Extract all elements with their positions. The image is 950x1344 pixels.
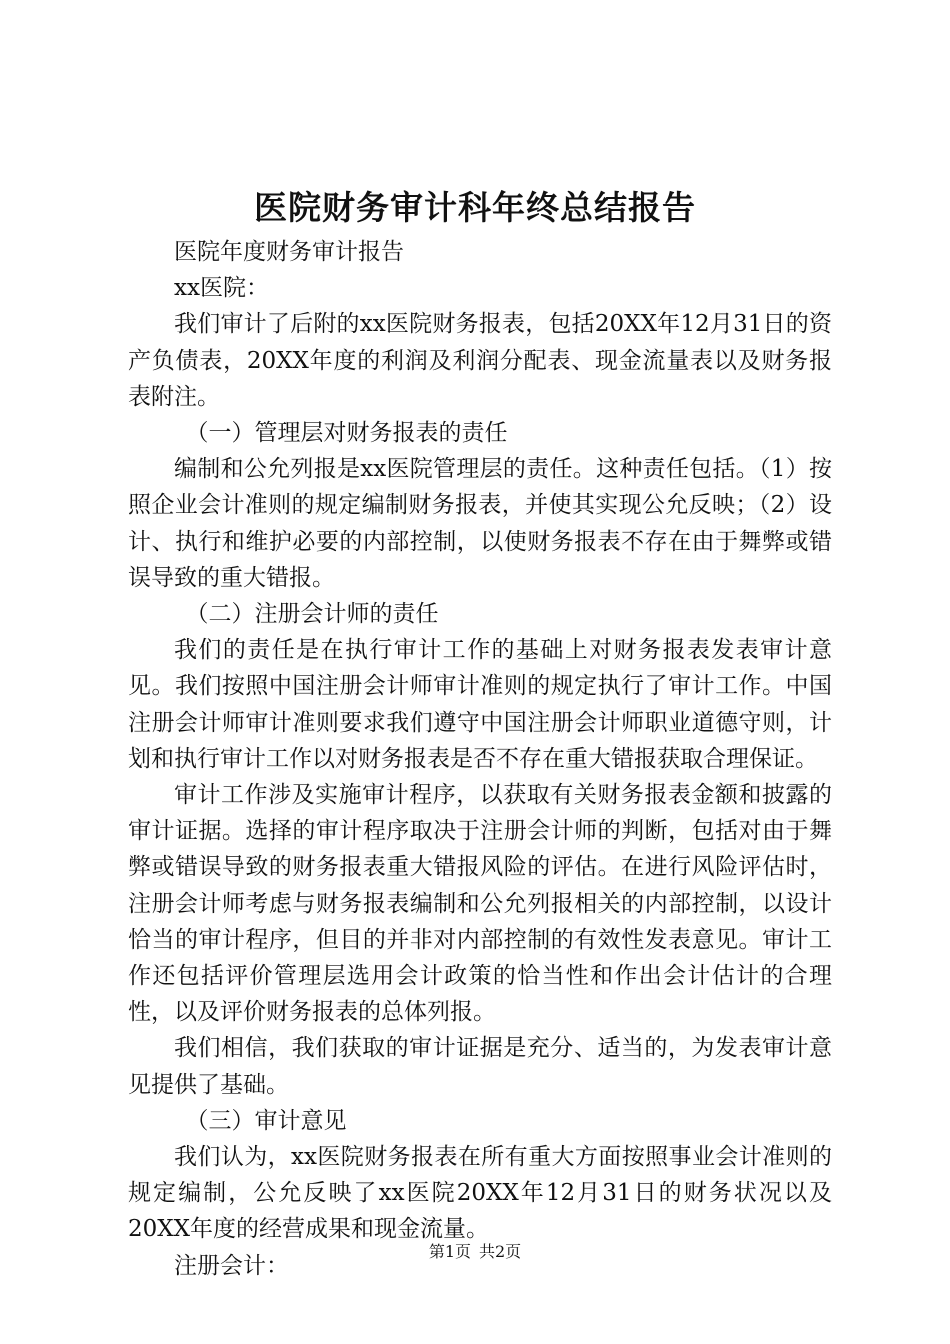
auditor-paragraph-2: 审计工作涉及实施审计程序，以获取有关财务报表金额和披露的审计证据。选择的审计程序取决于注册会计师的判断，包括对由于舞弊或错误导致的财务报表重大错报风险的评估。在进行风险评估时，注册会计师考虑与财务报表编制和公允列报相关的内部控制，以设计恰当的审计程序，但目的并非对内部控制的有效性发表意见。审计工作还包括评价管理层选用会计政策的恰当性和作出会计估计的合理性，以及评价财务报表的总体列报。 bbox=[128, 782, 832, 1026]
salutation: xx医院： bbox=[174, 275, 269, 302]
intro-paragraph: 我们审计了后附的xx医院财务报表，包括20XX年12月31日的资产负债表，20XX年度的利润及利润分配表、现金流量表以及财务报表附注。 bbox=[128, 311, 832, 410]
section-heading-management: （一）管理层对财务报表的责任 bbox=[185, 420, 508, 447]
page-footer bbox=[0, 1242, 950, 1262]
auditor-paragraph-1: 我们的责任是在执行审计工作的基础上对财务报表发表审计意见。我们按照中国注册会计师审计准则的规定执行了审计工作。中国注册会计师审计准则要求我们遵守中国注册会计师职业道德守则，计划和执行审计工作以对财务报表是否不存在重大错报获取合理保证。 bbox=[128, 637, 832, 772]
page-total: 共2页 bbox=[479, 1242, 522, 1261]
section-heading-auditor: （二）注册会计师的责任 bbox=[185, 601, 439, 628]
page-number: 第1页 bbox=[428, 1242, 471, 1261]
document-title: 医院财务审计科年终总结报告 bbox=[254, 188, 696, 227]
section-heading-opinion: （三）审计意见 bbox=[185, 1107, 347, 1134]
document-body bbox=[128, 234, 832, 1284]
signature-line: 注册会计： bbox=[174, 1252, 289, 1279]
auditor-paragraph-3: 我们相信，我们获取的审计证据是充分、适当的，为发表审计意见提供了基础。 bbox=[128, 1035, 832, 1098]
report-subtitle: 医院年度财务审计报告 bbox=[174, 239, 404, 265]
opinion-paragraph: 我们认为，xx医院财务报表在所有重大方面按照事业会计准则的规定编制，公允反映了xx医院20XX年12月31日的财务状况以及20XX年度的经营成果和现金流量。 bbox=[128, 1144, 832, 1243]
management-paragraph: 编制和公允列报是xx医院管理层的责任。这种责任包括。（1）按照企业会计准则的规定编制财务报表，并使其实现公允反映；（2）设计、执行和维护必要的内部控制，以使财务报表不存在由于舞弊或错误导致的重大错报。 bbox=[128, 456, 832, 591]
